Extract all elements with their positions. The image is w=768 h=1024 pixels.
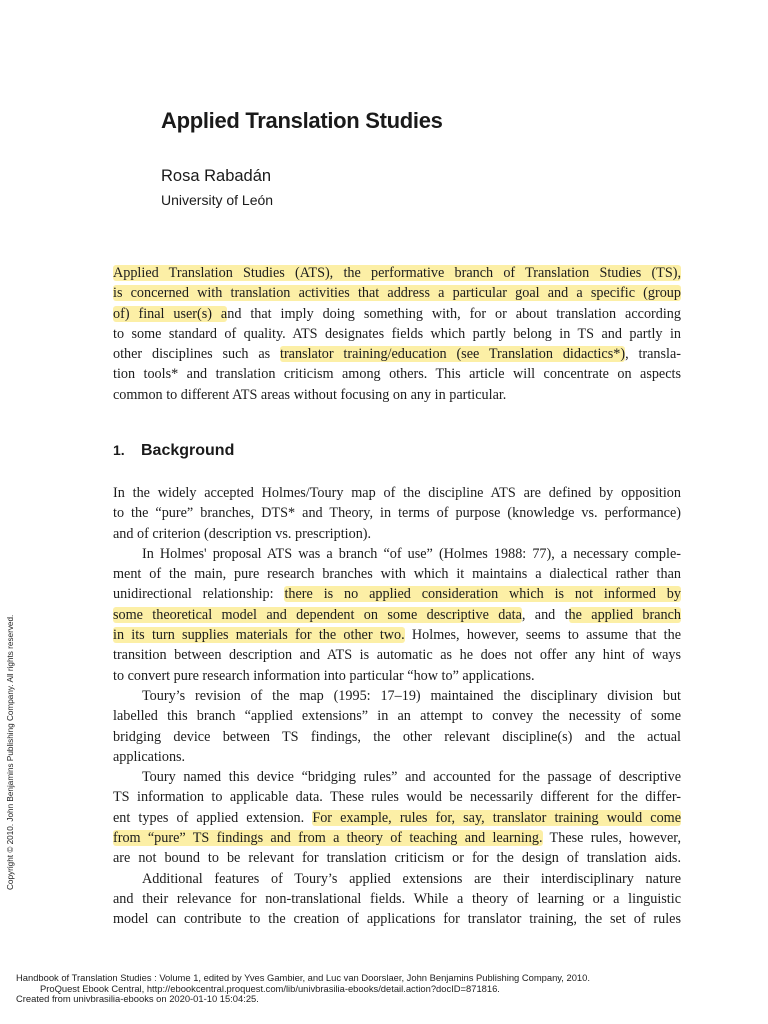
text-run: These rules, however, — [542, 830, 681, 847]
section-heading — [113, 442, 234, 460]
author-name: Rosa Rabadán — [161, 167, 272, 185]
text-line: Toury’s revision of the map (1995: 17–19) maintained the disciplinary division but — [142, 687, 681, 704]
footer-created: Created from univbrasilia-ebooks on 2020-01-10 15:04:25. — [16, 993, 259, 1004]
text-line: labelled this branch “applied extensions” in an attempt to convey the necessity of some — [113, 708, 681, 725]
text-run: nd that imply doing something with, for or about translation according — [227, 305, 681, 322]
text-line — [113, 584, 681, 604]
text-line — [113, 605, 681, 625]
highlight: there is no applied consideration which is not informed by — [284, 586, 681, 603]
footer-citation: Handbook of Translation Studies : Volume 1, edited by Yves Gambier, and Luc van Doorslaer, John Benjamins Publishing Company, 2010. — [16, 972, 590, 983]
highlight: from “pure” TS findings and from a theory of teaching and learning. — [113, 830, 543, 847]
text-line: transition between description and ATS is automatic as he does not offer any hint of ways — [113, 647, 681, 664]
text-line — [113, 625, 681, 645]
highlight: he applied branch — [568, 606, 681, 623]
article-title: Applied Translation Studies — [161, 108, 443, 133]
highlight: some theoretical model and dependent on some descriptive data — [113, 606, 522, 623]
text-line: bridging device between TS findings, the other relevant discipline(s) and the actual — [113, 728, 681, 745]
text-line: TS information to applicable data. These rules would be necessarily different for the differ- — [113, 789, 681, 806]
text-line: and their relevance for non-translational fields. While a theory of learning or a linguistic — [113, 890, 681, 907]
text-line — [113, 304, 681, 324]
highlight: translator training/education (see Translation didactics*) — [280, 346, 626, 363]
text-line: Additional features of Toury’s applied extensions are their interdisciplinary nature — [142, 870, 681, 887]
copyright-notice: Copyright © 2010. John Benjamins Publishing Company. All rights reserved. — [6, 614, 15, 890]
text-line — [113, 344, 681, 364]
highlight: is concerned with translation activities that address a particular goal and a specific (group — [113, 285, 681, 302]
text-line: Toury named this device “bridging rules” and accounted for the passage of descriptive — [142, 769, 681, 786]
section-number: 1. — [113, 442, 125, 458]
text-line: to the “pure” branches, DTS* and Theory, in terms of purpose (knowledge vs. performance) — [113, 505, 681, 522]
text-line — [113, 263, 681, 283]
text-line — [113, 283, 681, 303]
text-line: common to different ATS areas without focusing on any in particular. — [113, 386, 507, 403]
text-run: , and t — [521, 606, 569, 623]
author-affiliation: University of León — [161, 192, 274, 208]
text-line: to convert pure research information into particular “how to” applications. — [113, 667, 535, 684]
page-footer — [16, 973, 590, 1005]
text-line: In the widely accepted Holmes/Toury map of the discipline ATS are defined by opposition — [113, 485, 681, 501]
text-line: and of criterion (description vs. prescription). — [113, 525, 372, 542]
text-run: other disciplines such as — [113, 346, 280, 363]
copyright-margin — [4, 584, 18, 890]
highlight: of) final user(s) a — [113, 305, 228, 322]
text-line: applications. — [113, 748, 186, 765]
text-run: Holmes, however, seems to assume that the — [404, 627, 681, 644]
highlight: Applied Translation Studies (ATS), the performative branch of Translation Studies (TS), — [113, 265, 681, 281]
text-line: ment of the main, pure research branches with which it maintains a dialectical rather than — [113, 566, 681, 583]
abstract-paragraph — [113, 263, 681, 405]
text-line: are not bound to be relevant for translation criticism or for the design of translation aids. — [113, 850, 681, 867]
footer-source-link[interactable]: ProQuest Ebook Central, http://ebookcentral.proquest.com/lib/univbrasilia-ebooks/detail.action?docID=871816. — [40, 982, 500, 994]
text-run: , transla- — [625, 346, 681, 363]
text-line — [113, 828, 681, 848]
text-line — [113, 808, 681, 828]
section-title: Background — [141, 442, 235, 459]
highlight: in its turn supplies materials for the other two. — [113, 627, 405, 644]
text-line: In Holmes' proposal ATS was a branch “of use” (Holmes 1988: 77), a necessary comple- — [142, 545, 681, 562]
text-run: unidirectional relationship: — [113, 586, 285, 603]
text-line: to some standard of quality. ATS designates fields which partly belong in TS and partly in — [113, 325, 681, 342]
text-run: ent types of applied extension. — [113, 809, 313, 826]
text-line: model can contribute to the creation of applications for translator training, the set of rules — [113, 911, 681, 928]
text-line: tion tools* and translation criticism among others. This article will concentrate on aspects — [113, 366, 681, 383]
body-text — [113, 483, 681, 930]
highlight: For example, rules for, say, translator training would come — [312, 809, 681, 826]
